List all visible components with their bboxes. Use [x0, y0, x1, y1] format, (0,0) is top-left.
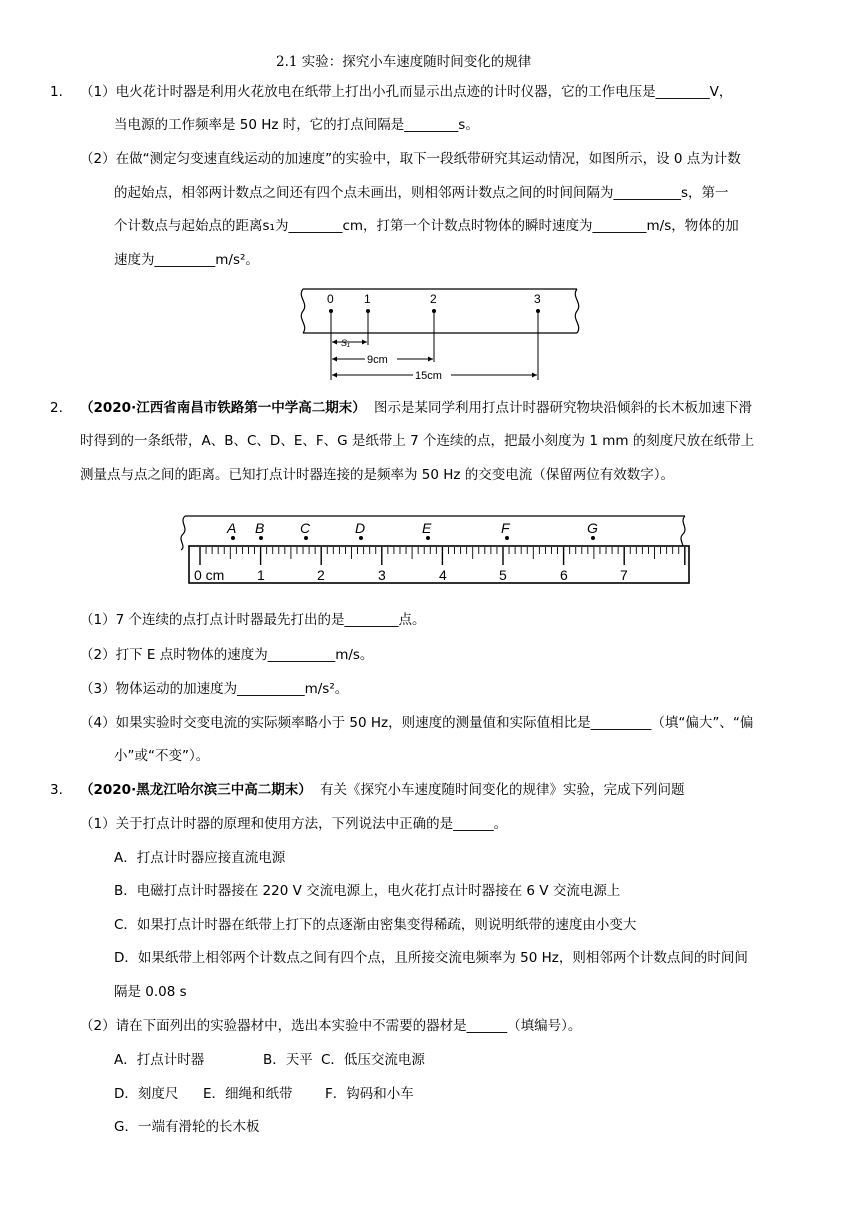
q1-line: 个计数点与起始点的距离s₁为________cm，打第一个计数点时物体的瞬时速度为________m/s，物体的加 [114, 218, 739, 234]
q2-sub1: （1）7 个连续的点打点计时器最先打出的是________点。 [80, 612, 426, 628]
tape-label-0: 0 [327, 292, 334, 306]
q3-sub2: （2）请在下面列出的实验器材中，选出本实验中不需要的器材是______（填编号）。 [80, 1018, 582, 1034]
ruler-label-3: 3 [378, 567, 386, 583]
q3-option-a: A．打点计时器应接直流电源 [114, 850, 286, 866]
tape-point-G [591, 536, 595, 540]
ruler-label-0: 0 cm [194, 567, 225, 583]
point-label-B: B [255, 520, 265, 536]
equipment-g: G．一端有滑轮的长木板 [114, 1119, 260, 1135]
point-label-D: D [355, 520, 366, 536]
q2-line: 图示是某同学利用打点计时器研究物块沿倾斜的长木板加速下滑 [374, 400, 752, 416]
q3-sub1: （1）关于打点计时器的原理和使用方法，下列说法中正确的是______。 [80, 816, 508, 832]
tape-point-A [231, 536, 235, 540]
q2-sub2: （2）打下 E 点时物体的速度为__________m/s。 [80, 647, 374, 663]
q3-source: （2020·黑龙江哈尔滨三中高二期末） [80, 782, 312, 798]
q3-option-c: C．如果打点计时器在纸带上打下的点逐渐由密集变得稀疏，则说明纸带的速度由小变大 [114, 917, 637, 933]
equipment-b: B．天平 [263, 1052, 313, 1068]
equipment-f: F．钩码和小车 [325, 1086, 414, 1102]
ruler-label-5: 5 [499, 567, 507, 583]
q3-option-d-cont: 隔是 0.08 s [114, 984, 187, 1000]
s1-label: S₁ [341, 338, 350, 348]
q1-line: （2）在做“测定匀变速直线运动的加速度”的实验中，取下一段纸带研究其运动情况，如图所示，设 0 点为计数 [80, 151, 741, 167]
q2-line: 时得到的一条纸带，A、B、C、D、E、F、G 是纸带上 7 个连续的点，把最小刻度为 1 mm 的刻度尺放在纸带上 [80, 433, 755, 449]
page-title: 2.1 实验：探究小车速度随时间变化的规律 [276, 54, 532, 70]
q1-line: 的起始点，相邻两计数点之间还有四个点未画出，则相邻两计数点之间的时间间隔为__________s，第一 [114, 185, 729, 201]
q1-line: （1）电火花计时器是利用火花放电在纸带上打出小孔而显示出点迹的计时仪器，它的工作电压是________V， [80, 84, 733, 100]
tape-point-D [359, 536, 363, 540]
point-label-C: C [300, 520, 311, 536]
ruler-label-6: 6 [560, 567, 568, 583]
distance-9cm-label: 9cm [367, 354, 388, 366]
equipment-c: C．低压交流电源 [321, 1052, 425, 1068]
tape-label-3: 3 [534, 292, 541, 306]
tape-ruler-figure [175, 510, 695, 588]
question-1-number: 1. [50, 84, 63, 100]
tape-label-2: 2 [430, 292, 437, 306]
ruler-label-2: 2 [317, 567, 325, 583]
point-label-F: F [501, 520, 510, 536]
equipment-a: A．打点计时器 [114, 1052, 205, 1068]
q2-sub3: （3）物体运动的加速度为__________m/s²。 [80, 681, 349, 697]
tape-point-E [426, 536, 430, 540]
q1-line: 当电源的工作频率是 50 Hz 时，它的打点间隔是________s。 [114, 117, 479, 133]
ruler-label-7: 7 [620, 567, 628, 583]
point-label-E: E [422, 520, 432, 536]
ruler-label-1: 1 [257, 567, 265, 583]
q2-source: （2020·江西省南昌市铁路第一中学高二期末） [80, 400, 366, 416]
tape-point-B [259, 536, 263, 540]
q1-line: 速度为_________m/s²。 [114, 252, 259, 268]
distance-15cm-label: 15cm [415, 370, 442, 382]
point-label-A: A [227, 520, 237, 536]
tape-label-1: 1 [364, 292, 371, 306]
tape-point-F [505, 536, 509, 540]
question-2-number: 2. [50, 400, 63, 416]
ruler-label-4: 4 [439, 567, 447, 583]
question-3-number: 3. [50, 782, 63, 798]
q3-line: 有关《探究小车速度随时间变化的规律》实验，完成下列问题 [320, 782, 685, 798]
tape-point-C [304, 536, 308, 540]
q3-option-d: D．如果纸带上相邻两个计数点之间有四个点，且所接交流电频率为 50 Hz，则相邻两个计数点间的时间间 [114, 950, 748, 966]
equipment-d: D．刻度尺 [114, 1086, 179, 1102]
q2-line: 测量点与点之间的距离。已知打点计时器连接的是频率为 50 Hz 的交变电流（保留两位有效数字）。 [80, 467, 675, 483]
q2-sub4: （4）如果实验时交变电流的实际频率略小于 50 Hz，则速度的测量值和实际值相比是_________（填“偏大”、“偏 [80, 715, 754, 731]
q3-option-b: B．电磁打点计时器接在 220 V 交流电源上，电火花打点计时器接在 6 V 交流电源上 [114, 883, 621, 899]
tape-figure-1 [295, 283, 585, 383]
q2-sub4-cont: 小”或“不变”）。 [114, 748, 210, 764]
point-label-G: G [587, 520, 598, 536]
equipment-e: E．细绳和纸带 [203, 1086, 293, 1102]
